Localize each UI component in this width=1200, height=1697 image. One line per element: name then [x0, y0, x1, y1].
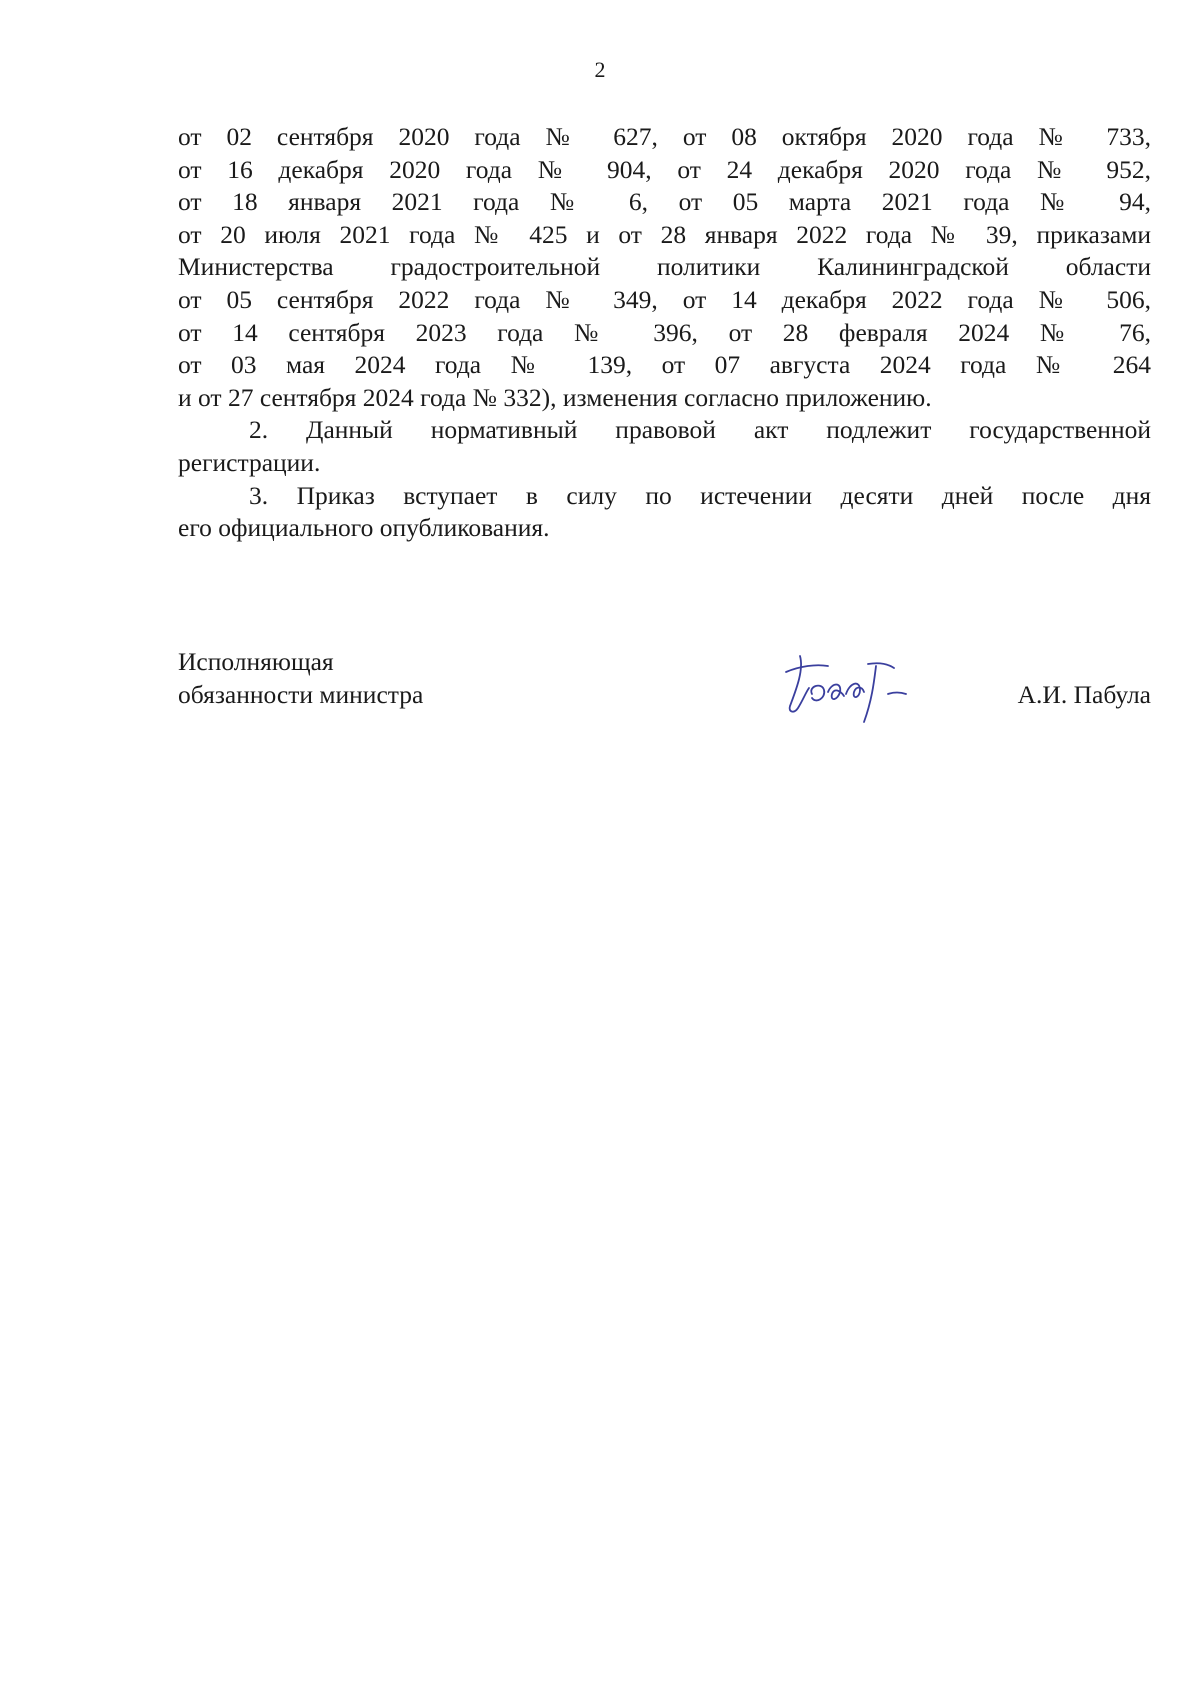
- text-line: от 02 сентября 2020 года № 627, от 08 октября 2020 года № 733,: [178, 122, 1151, 151]
- text-line: регистрации.: [178, 447, 321, 477]
- document-body: [178, 121, 1151, 545]
- text-line: от 14 сентября 2023 года № 396, от 28 февраля 2024 № 76,: [178, 317, 1151, 347]
- text-line: Министерства градостроительной политики Калининградской области: [178, 252, 1151, 282]
- text-line: 3. Приказ вступает в силу по истечении десяти дней после дня: [249, 480, 1151, 510]
- signer-position-line: обязанности министра: [178, 679, 424, 709]
- text-line: от 16 декабря 2020 года № 904, от 24 декабря 2020 года № 952,: [178, 154, 1151, 184]
- text-line: и от 27 сентября 2024 года № 332), изменения согласно приложению.: [178, 382, 932, 412]
- text-line: от 03 мая 2024 года № 139, от 07 августа 2024 года № 264: [178, 350, 1151, 380]
- signature-block: [178, 646, 1151, 736]
- signer-position-line: Исполняющая: [178, 647, 334, 676]
- signer-position: [178, 646, 423, 711]
- text-line: от 18 января 2021 года № 6, от 05 марта 2021 года № 94,: [178, 187, 1151, 217]
- signature-strokes: [786, 656, 906, 722]
- paragraph-registration: [178, 414, 1151, 479]
- paragraph-amendment-list: [178, 121, 1151, 414]
- text-line: от 05 сентября 2022 года № 349, от 14 декабря 2022 года № 506,: [178, 284, 1151, 314]
- signer-name: А.И. Пабула: [1017, 680, 1151, 709]
- text-line: его официального опубликования.: [178, 513, 550, 543]
- paragraph-entry-into-force: [178, 480, 1151, 545]
- text-line: 2. Данный нормативный правовой акт подлежит государственной: [249, 415, 1151, 445]
- handwritten-signature: [776, 642, 916, 732]
- text-line: от 20 июля 2021 года № 425 и от 28 января 2022 года № 39, приказами: [178, 219, 1151, 249]
- page-number: 2: [594, 57, 606, 82]
